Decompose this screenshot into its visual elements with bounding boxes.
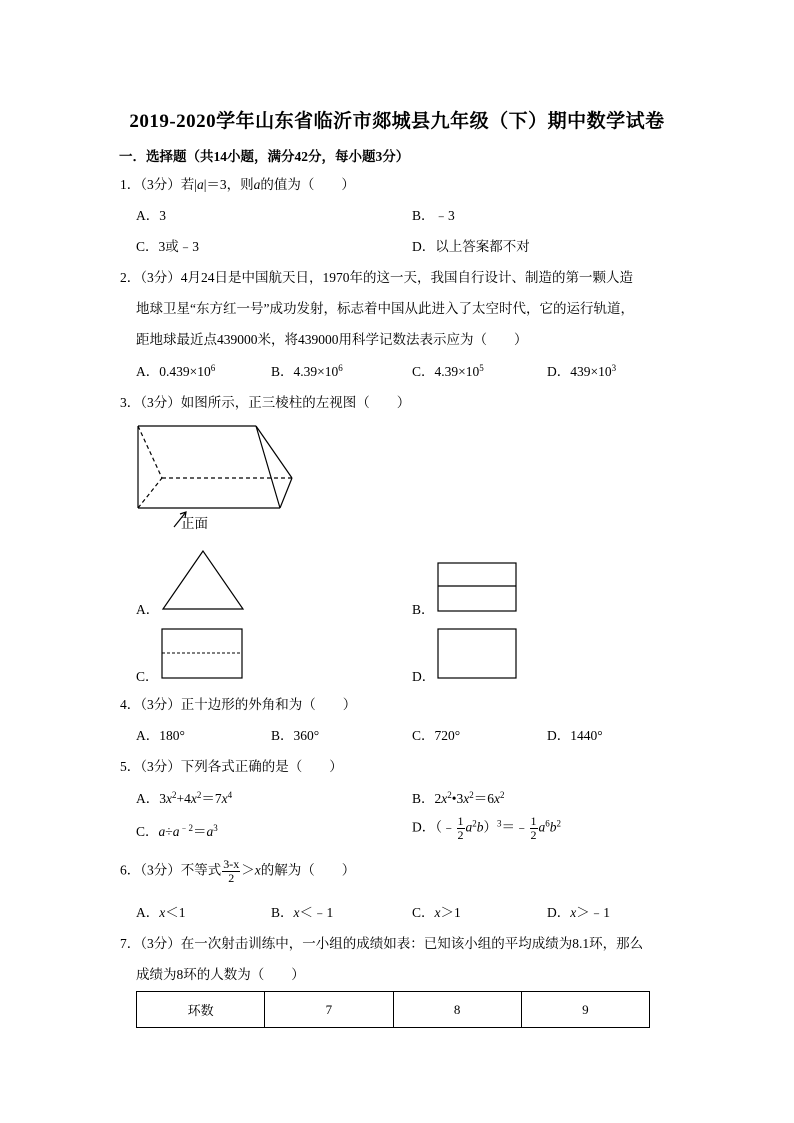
option-d: D．以上答案都不对 (412, 239, 530, 254)
option-c: C．3或﹣3 (136, 239, 200, 254)
prism-figure (130, 420, 300, 540)
fraction: $\frac{3-x}{2}$ (223, 857, 240, 885)
question-number: 4． (120, 697, 141, 712)
option-a: A． (136, 602, 160, 617)
question-points: （3分） (140, 936, 181, 951)
option-d: D． (412, 669, 436, 684)
question-5-stem (120, 758, 343, 776)
score-table (136, 991, 650, 1028)
question-number: 5． (120, 759, 141, 774)
option-d: D．x＞﹣1 (547, 905, 610, 920)
fraction: $\frac{1}{2}$ (530, 814, 537, 842)
question-number: 1． (120, 177, 141, 192)
question-points: （3分） (140, 395, 181, 410)
fraction: $\frac{1}{2}$ (457, 814, 464, 842)
question-7-line2: 成绩为8环的人数为（ ） (136, 967, 305, 982)
table-cell: 9 (521, 992, 649, 1028)
stem-text: 的值为（ ） (260, 177, 355, 192)
prism-slant-edge (256, 426, 292, 478)
option-b: B． (412, 602, 435, 617)
stem-text: 如图所示，正三棱柱的左视图（ ） (180, 395, 411, 410)
question-points: （3分） (140, 270, 181, 285)
question-number: 3． (120, 395, 141, 410)
option-c: C． (136, 669, 159, 684)
triangle-view (160, 548, 248, 614)
question-7-stem (120, 935, 643, 953)
question-2-line2: 地球卫星“东方红一号”成功发射，标志着中国从此进入了太空时代，它的运行轨道， (136, 301, 634, 316)
page-title: 2019-2020学年山东省临沂市郯城县九年级（下）期中数学试卷 (129, 111, 665, 132)
option-d: D．$439\times 10^3$ (547, 363, 617, 379)
question-4-stem (120, 696, 356, 714)
option-a: A．x＜1 (136, 905, 186, 920)
option-c: C．$a\div a^{﹣2}=a^3$ (136, 823, 218, 839)
question-6-stem: 6．（3分）不等式 $\frac{3-x}{2}$ ＞x的解为（ ） (120, 857, 356, 885)
rectangle-solid-line-view (436, 561, 520, 613)
stem-text: 正十边形的外角和为（ ） (180, 697, 357, 712)
stem-text: 若| (180, 177, 197, 192)
option-b: B．x＜﹣1 (271, 905, 334, 920)
variable: a (196, 177, 204, 192)
option-c: C．$4.39\times 10^5$ (412, 363, 484, 379)
option-b: B．$2x^2•3x^2=6x^2$ (412, 790, 505, 806)
option-d: D．1440° (547, 728, 603, 743)
variable: a (253, 177, 261, 192)
prism-back-edge (280, 478, 292, 508)
question-1-stem (120, 176, 355, 194)
option-b: B．﹣3 (412, 208, 455, 223)
question-2-line3: 距地球最近点439000米，将439000用科学记数法表示应为（ ） (136, 332, 528, 347)
option-c: C．x＞1 (412, 905, 461, 920)
stem-text: |＝3，则 (203, 177, 254, 192)
question-3-stem (120, 394, 410, 412)
question-points: （3分） (140, 862, 181, 878)
question-points: （3分） (140, 697, 181, 712)
question-points: （3分） (140, 759, 181, 774)
section-header: 一．选择题（共14小题，满分42分，每小题3分） (119, 149, 410, 164)
option-a: A．$3x^2+4x^2=7x^4$ (136, 790, 233, 806)
stem-text: 下列各式正确的是（ ） (180, 759, 343, 774)
table-cell: 8 (393, 992, 521, 1028)
hidden-edge (138, 426, 162, 478)
option-d: D．（﹣ $\frac{1}{2}$ $a^2b)^3=﹣$ $\frac{1}{2}$ $a^6b^2$ (412, 814, 561, 842)
question-number: 6． (120, 862, 141, 878)
front-view-label: 正面 (181, 516, 208, 531)
question-number: 7． (120, 936, 141, 951)
option-a: A．3 (136, 208, 166, 223)
table-header-cell: 环数 (137, 992, 265, 1028)
rectangle-dashed-line-view (160, 627, 246, 680)
stem-text: 4月24日是中国航天日，1970年的这一天，我国自行设计、制造的第一颗人造 (180, 270, 633, 285)
option-b: B．$4.39\times 10^6$ (271, 363, 343, 379)
option-a: A．$0.439\times 10^6$ (136, 363, 216, 379)
option-a: A．180° (136, 728, 185, 743)
stem-text: 在一次射击训练中，一小组的成绩如表：已知该小组的平均成绩为8.1环，那么 (180, 936, 644, 951)
question-number: 2． (120, 270, 141, 285)
option-c: C．720° (412, 728, 461, 743)
question-2-stem (120, 269, 633, 287)
table-cell: 7 (265, 992, 393, 1028)
hidden-edge (138, 478, 162, 508)
rectangle-view (436, 627, 520, 680)
table-row (137, 992, 650, 1028)
question-points: （3分） (140, 177, 181, 192)
option-b: B．360° (271, 728, 320, 743)
prism-right-edge (256, 426, 280, 508)
